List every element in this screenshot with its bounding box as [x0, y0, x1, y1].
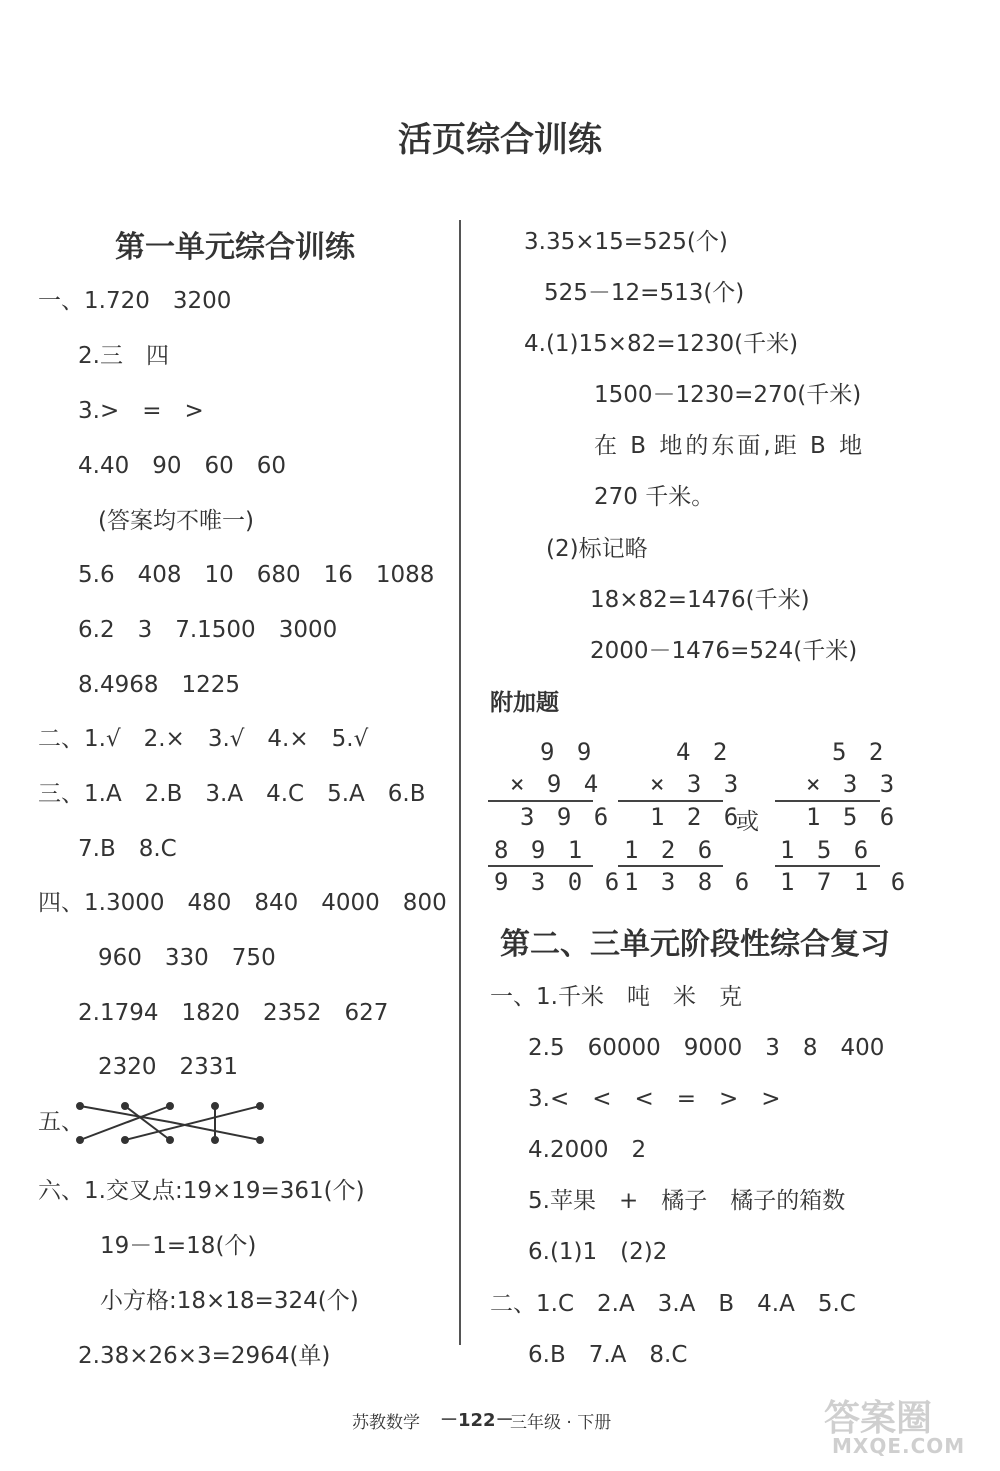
calc2-line: 1 2 6 [624, 836, 717, 864]
extra-question-heading: 附加题 [490, 690, 559, 716]
answer-line: 525－12=513(个) [544, 280, 745, 306]
section-heading-unit1: 第一单元综合训练 [115, 230, 355, 265]
answer-line: 8.4968 1225 [78, 672, 241, 698]
calc1-line: 3 9 6 [520, 803, 613, 831]
answer-note: (答案均不唯一) [98, 508, 254, 534]
answer-line: 三、1.A 2.B 3.A 4.C 5.A 6.B [38, 781, 426, 807]
answer-line: 1500－1230=270(千米) [594, 382, 862, 408]
calc3-line: 1 7 1 6 [780, 868, 910, 896]
answer-line: 2.5 60000 9000 3 8 400 [528, 1035, 885, 1061]
calc2-line: 1 2 6 [650, 803, 743, 831]
answer-line: 18×82=1476(千米) [590, 587, 810, 613]
calc2-rule [618, 865, 723, 867]
calc2-rule [618, 800, 723, 802]
page-title: 活页综合训练 [398, 120, 602, 160]
calc3-rule [775, 865, 880, 867]
answer-line: 4.(1)15×82=1230(千米) [524, 331, 799, 357]
calc3-line: 5 2 [832, 738, 888, 766]
answer-line: 2.38×26×3=2964(单) [78, 1343, 331, 1369]
answer-line: 六、1.交叉点:19×19=361(个) [38, 1178, 365, 1204]
answer-line: 6.B 7.A 8.C [528, 1342, 688, 1368]
calc1-line: 9 9 [540, 738, 596, 766]
calc1-line: × 9 4 [510, 770, 603, 798]
answer-line: 2320 2331 [98, 1054, 239, 1080]
or-label: 或 [736, 809, 759, 835]
answer-line: 6.(1)1 (2)2 [528, 1239, 668, 1265]
answer-line: 6.2 3 7.1500 3000 [78, 617, 338, 643]
calc3-line: 1 5 6 [806, 803, 899, 831]
answer-line: 960 330 750 [98, 945, 276, 971]
calc3-line: × 3 3 [806, 770, 899, 798]
answer-line: 7.B 8.C [78, 836, 177, 862]
answer-line: (2)标记略 [546, 536, 648, 562]
answer-line: 2.三 四 [78, 343, 169, 369]
footer-grade: 三年级 · 下册 [510, 1413, 612, 1433]
calc3-line: 1 5 6 [780, 836, 873, 864]
watermark-logo [820, 1390, 990, 1462]
calc1-rule [488, 800, 593, 802]
answer-line: 在 B 地的东面,距 B 地 [594, 433, 866, 459]
answer-line: 二、1.√ 2.× 3.√ 4.× 5.√ [38, 726, 369, 752]
calc3-rule [775, 800, 880, 802]
answer-line-matching: 五、 [38, 1109, 84, 1135]
calc1-rule [488, 865, 593, 867]
answer-line: 4.2000 2 [528, 1137, 647, 1163]
answer-line: 3.< < < = > > [528, 1086, 781, 1112]
footer-subject: 苏教数学 [352, 1413, 420, 1433]
answer-line: 5.6 408 10 680 16 1088 [78, 562, 435, 588]
calc1-line: 9 3 0 6 [494, 868, 624, 896]
answer-line: 4.40 90 60 60 [78, 453, 287, 479]
answer-line: 2.1794 1820 2352 627 [78, 1000, 389, 1026]
answer-line: 2000－1476=524(千米) [590, 638, 858, 664]
section-heading-unit2-3: 第二、三单元阶段性综合复习 [500, 927, 890, 962]
answer-line: 5.苹果 + 橘子 橘子的箱数 [528, 1188, 846, 1214]
answer-line: 一、1.720 3200 [38, 288, 232, 314]
calc1-line: 8 9 1 [494, 836, 587, 864]
calc2-line: × 3 3 [650, 770, 743, 798]
answer-line: 四、1.3000 480 840 4000 800 [38, 890, 447, 916]
calc2-line: 1 3 8 6 [624, 868, 754, 896]
answer-line: 二、1.C 2.A 3.A B 4.A 5.C [490, 1291, 856, 1317]
answer-line: 270 千米。 [594, 484, 715, 510]
answer-line: 小方格:18×18=324(个) [100, 1288, 359, 1314]
footer-page-number: －122－ [440, 1410, 514, 1431]
watermark-text: 答案圈 [824, 1398, 933, 1439]
column-divider [459, 220, 461, 1345]
calc2-line: 4 2 [676, 738, 732, 766]
answer-line: 19－1=18(个) [100, 1233, 257, 1259]
watermark-url: MXQE.COM [832, 1434, 966, 1458]
answer-line: 3.> = > [78, 398, 204, 424]
answer-line: 一、1.千米 吨 米 克 [490, 984, 742, 1010]
matching-lines-diagram [70, 1100, 270, 1150]
answer-line: 3.35×15=525(个) [524, 229, 728, 255]
